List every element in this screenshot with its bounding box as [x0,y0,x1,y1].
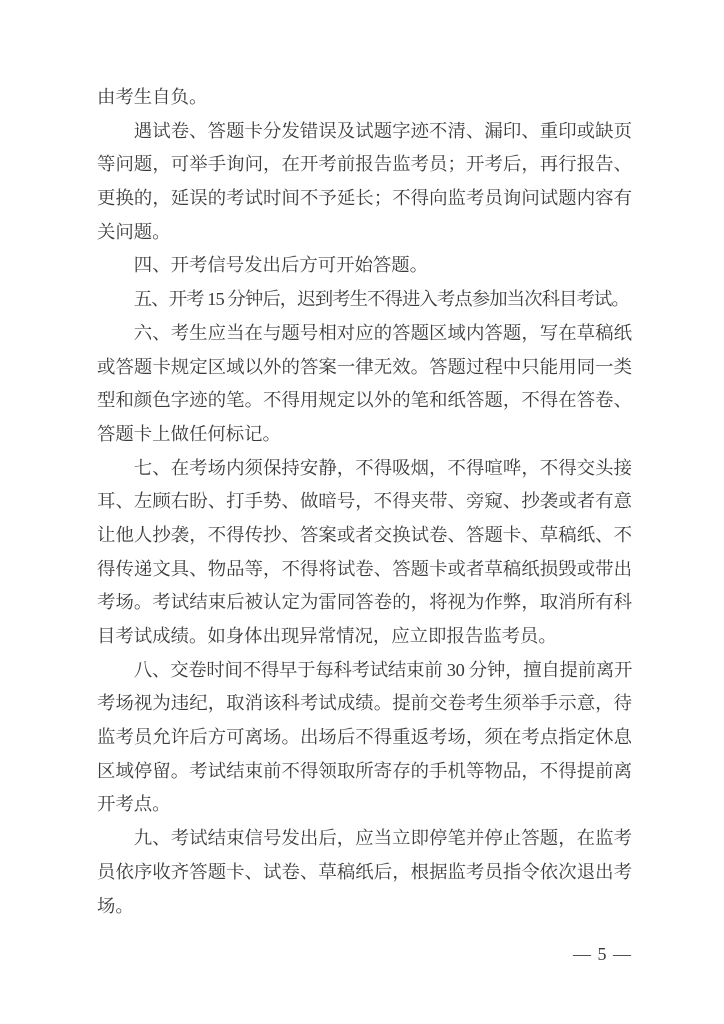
text-line: 目考试成绩。如身体出现异常情况，应立即报告监考员。 [97,626,557,646]
text-line: 八、交卷时间不得早于每科考试结束前 30 分钟，擅自提前离开 [133,659,632,680]
text-line: 七、在考场内须保持安静，不得吸烟，不得喧哗，不得交头接 [133,457,632,478]
text-line: 更换的，延误的考试时间不予延长；不得向监考员询问试题内容有 [97,188,632,209]
page-number: — 5 — [573,944,632,964]
text-line: 型和颜色字迹的笔。不得用规定以外的笔和纸答题，不得在答卷、 [97,390,632,411]
text-line: 等问题，可举手询问，在开考前报告监考员；开考后，再行报告、 [97,154,632,175]
text-line: 得传递文具、物品等，不得将试卷、答题卡或者草稿纸损毁或带出 [97,558,632,579]
text-line: 九、考试结束信号发出后，应当立即停笔并停止答题，在监考 [133,828,632,849]
text-line: 或答题卡规定区域以外的答案一律无效。答题过程中只能用同一类 [97,356,632,377]
text-line: 关问题。 [97,221,171,242]
text-line: 六、考生应当在与题号相对应的答题区域内答题，写在草稿纸 [133,322,632,343]
text-line: 监考员允许后方可离场。出场后不得重返考场，须在考点指定休息 [97,727,632,748]
text-line: 考场视为违纪，取消该科考试成绩。提前交卷考生须举手示意，待 [97,693,632,714]
text-line: 区域停留。考试结束前不得领取所寄存的手机等物品，不得提前离 [97,760,632,781]
text-line: 场。 [97,895,134,916]
text-line: 由考生自负。 [97,87,208,107]
text-line: 四、开考信号发出后方可开始答题。 [133,255,429,276]
text-line: 耳、左顾右盼、打手势、做暗号，不得夹带、旁窥、抄袭或者有意 [97,491,632,512]
text-line: 遇试卷、答题卡分发错误及试题字迹不清、漏印、重印或缺页 [133,120,632,141]
text-line: 让他人抄袭，不得传抄、答案或者交换试卷、答题卡、草稿纸、不 [97,524,632,545]
text-line: 答题卡上做任何标记。 [97,423,281,444]
text-line: 员依序收齐答题卡、试卷、草稿纸后，根据监考员指令依次退出考 [97,861,632,882]
text-line: 考场。考试结束后被认定为雷同答卷的，将视为作弊，取消所有科 [97,592,632,613]
text-line: 五、开考 15 分钟后，迟到考生不得进入考点参加当次科目考试。 [133,289,629,310]
document-body [97,81,632,923]
text-line: 开考点。 [97,794,171,815]
